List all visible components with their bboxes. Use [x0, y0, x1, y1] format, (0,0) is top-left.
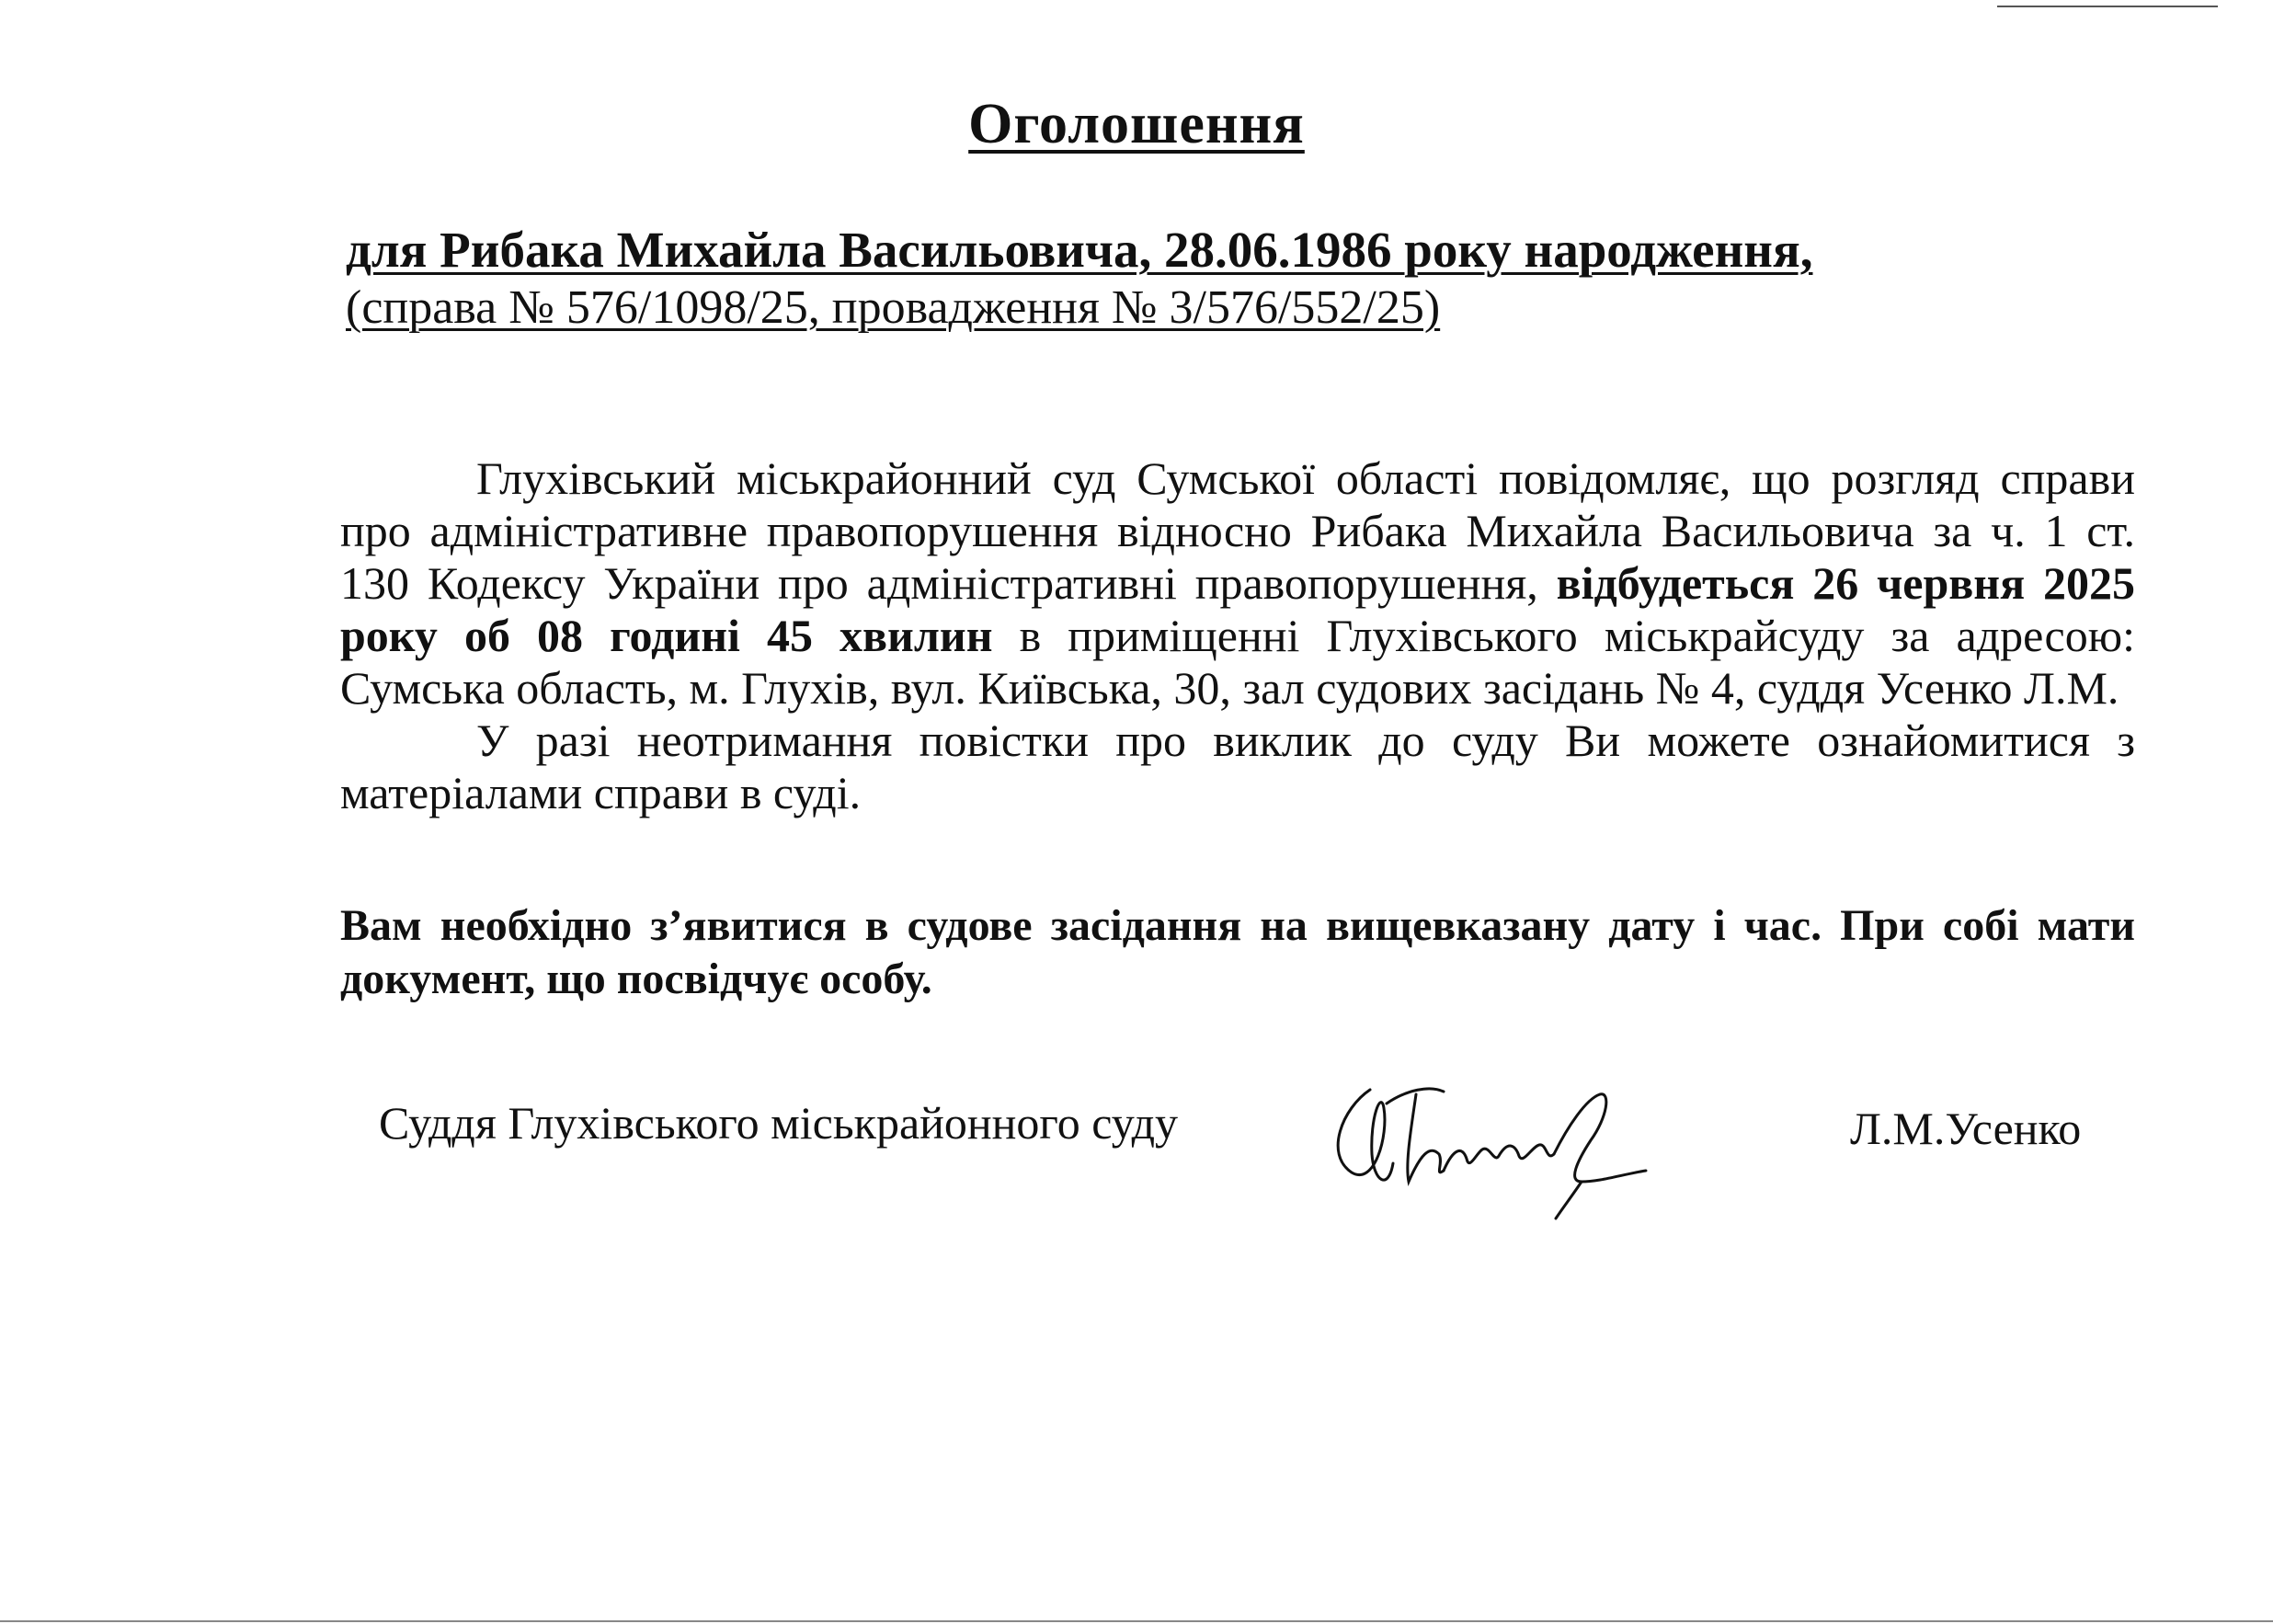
signature-block [0, 1094, 2273, 1232]
appearance-notice: Вам необхідно з’явитися в судове засідання на вищевказану дату і час. При собі мати документ, що посвідчує особу. [340, 901, 2135, 1003]
scan-mark [1997, 0, 2218, 7]
case-number-line: (справа № 576/1098/25, провадження № 3/576/552/25) [346, 281, 1441, 334]
paragraph-hearing-info [340, 452, 2135, 715]
subject-line: для Рибака Михайла Васильовича, 28.06.1986 року народження, [346, 222, 1813, 278]
scan-edge [0, 1620, 2273, 1622]
document-title: Оголошення [968, 93, 1305, 155]
handwritten-signature [1306, 1053, 1655, 1228]
document-body [340, 452, 2135, 819]
paragraph-text: в приміщенні Глухівського міськрайсуду за адресою: Сумська область, м. Глухів, вул. Київська, 30, зал судових засідань № 4, суддя Усенко Л.М. [340, 610, 2135, 714]
paragraph-text: Глухівський міськрайонний суд Сумської області повідомляє, що розгляд справи про адміністративне правопорушення відносно Рибака Михайла Васильовича за ч. 1 ст. 130 Кодексу України про адміністративні правопорушення, [340, 452, 2135, 609]
signatory-name: Л.М.Усенко [1850, 1103, 2082, 1154]
hearing-datetime: відбудеться 26 червня 2025 року об 08 годині 45 хвилин [340, 557, 2135, 661]
paragraph-materials: У разі неотримання повістки про виклик до суду Ви можете ознайомитися з матеріалами справи в суді. [340, 715, 2135, 818]
signatory-position: Суддя Глухівського міськрайонного суду [379, 1097, 1179, 1149]
